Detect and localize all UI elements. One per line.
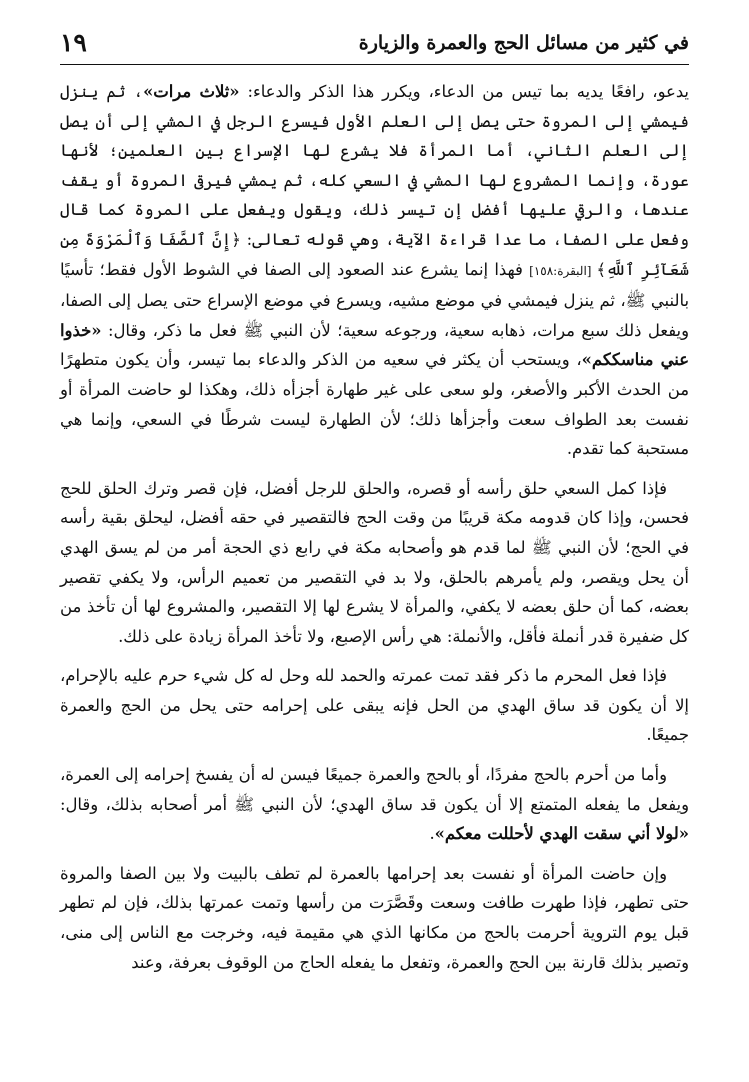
paragraph-4 (60, 760, 689, 849)
quote-three-times: «ثلاث مرات» (143, 82, 240, 101)
paragraph-5 (60, 859, 689, 977)
quran-verse: ﴿إِنَّ ٱلصَّفَا وَٱلْمَرْوَةَ مِن شَعَآئِرِ ٱللَّهِ﴾ (60, 229, 689, 279)
hadith-quote: «خذوا عني مناسككم» (60, 320, 689, 370)
paragraph-3 (60, 661, 689, 750)
text-segment: فهذا إنما يشرع عند الصعود إلى الصفا في الشوط الأول فقط؛ تأسيًا بالنبي ﷺ، ثم ينزل فيمشي في موضع مشيه، ويسرع في موضع الإسراع حتى يصل إلى الصفا، ويفعل ذلك سبع مرات، ذهابه سعية، ورجوعه سعية؛ لأن النبي ﷺ فعل ما ذكر، وقال: (60, 259, 689, 340)
text-segment: وإن حاضت المرأة أو نفست بعد إحرامها بالعمرة لم تطف بالبيت ولا بين الصفا والمروة حتى تطهر، فإذا طهرت طافت وسعت وقَصَّرَت من رأسها وتمت عمرتها بذلك، فإن لم تطهر قبل يوم التروية أحرمت بالحج من مكانها الذي هي مقيمة فيه، وخرجت مع الناس إلى منى، وتصير بذلك قارنة بين الحج والعمرة، وتفعل ما يفعله الحاج من الوقوف بعرفة، وعند (60, 863, 689, 972)
text-segment: ، ويستحب أن يكثر في سعيه من الذكر والدعاء بما تيسر، وأن يكون متطهرًا من الحدث الأكبر والأصغر، ولو سعى على غير طهارة أجزأه ذلك، وهكذا لو حاضت المرأة أو نفست بعد الطواف سعت وأجزأها ذلك؛ لأن الطهارة ليست شرطًا في السعي، وإنما هي مستحبة كما تقدم. (60, 350, 689, 459)
page-header (60, 30, 689, 65)
running-title: في كثير من مسائل الحج والعمرة والزيارة (358, 32, 689, 54)
verse-reference: [البقرة:١٥٨] (529, 263, 597, 278)
text-segment: فإذا كمل السعي حلق رأسه أو قصره، والحلق للرجل أفضل، فإن قصر وترك الحلق للحج فحسن، وإذا كان قدومه مكة قريبًا من وقت الحج فالتقصير في حقه أفضل، ليحلق بقية رأسه في الحج؛ لأن النبي ﷺ لما قدم هو وأصحابه مكة في رابع ذي الحجة أمر من لم يسق الهدي أن يحل ويقصر، ولم يأمرهم بالحلق، ولا بد في التقصير من تعميم الرأس، ولا يكفي تقصير بعضه، كما أن حلق بعضه لا يكفي، والمرأة لا يشرع لها إلا التقصير، والمشروع لها أن تأخذ من كل ضفيرة قدر أنملة فأقل، والأنملة: هي رأس الإصبع، ولا تأخذ المرأة زيادة على ذلك. (60, 478, 689, 646)
text-segment: ، ثم ينزل فيمشي إلى المروة حتى يصل إلى العلم الأول فيسرع الرجل في المشي إلى أن يصل إلى العلم الثاني، أما المرأة فلا يشرع لها الإسراع بين العلمين؛ لأنها عورة، وإنما المشروع لها المشي في السعي كله، ثم يمشي فيرقى المروة أو يقف عندها، والرقي عليها أفضل إن تيسر ذلك، ويقول ويفعل على المروة كما قال وفعل على الصفا، ما عدا قراءة الآية، وهي قوله تعالى: (60, 82, 690, 249)
paragraph-2 (60, 474, 689, 652)
hadith-quote: «لولا أني سقت الهدي لأحللت معكم» (434, 824, 689, 844)
text-segment: يدعو، رافعًا يديه بما تيس من الدعاء، ويكرر هذا الذكر والدعاء: (239, 82, 689, 101)
text-segment: فإذا فعل المحرم ما ذكر فقد تمت عمرته والحمد لله وحل له كل شيء حرم عليه بالإحرام، إلا أن يكون قد ساق الهدي من الحل فإنه يبقى على إحرامه حتى يحل من الحج والعمرة جميعًا. (60, 666, 689, 745)
text-segment: وأما من أحرم بالحج مفردًا، أو بالحج والعمرة جميعًا فيسن له أن يفسخ إحرامه إلى العمرة، ويفعل ما يفعله المتمتع إلا أن يكون قد ساق الهدي؛ لأن النبي ﷺ أمر أصحابه بذلك، وقال: (60, 765, 689, 814)
page-body (60, 77, 689, 977)
paragraph-1 (60, 77, 689, 464)
text-segment: . (429, 824, 435, 844)
page-number: ١٩ (60, 28, 87, 57)
